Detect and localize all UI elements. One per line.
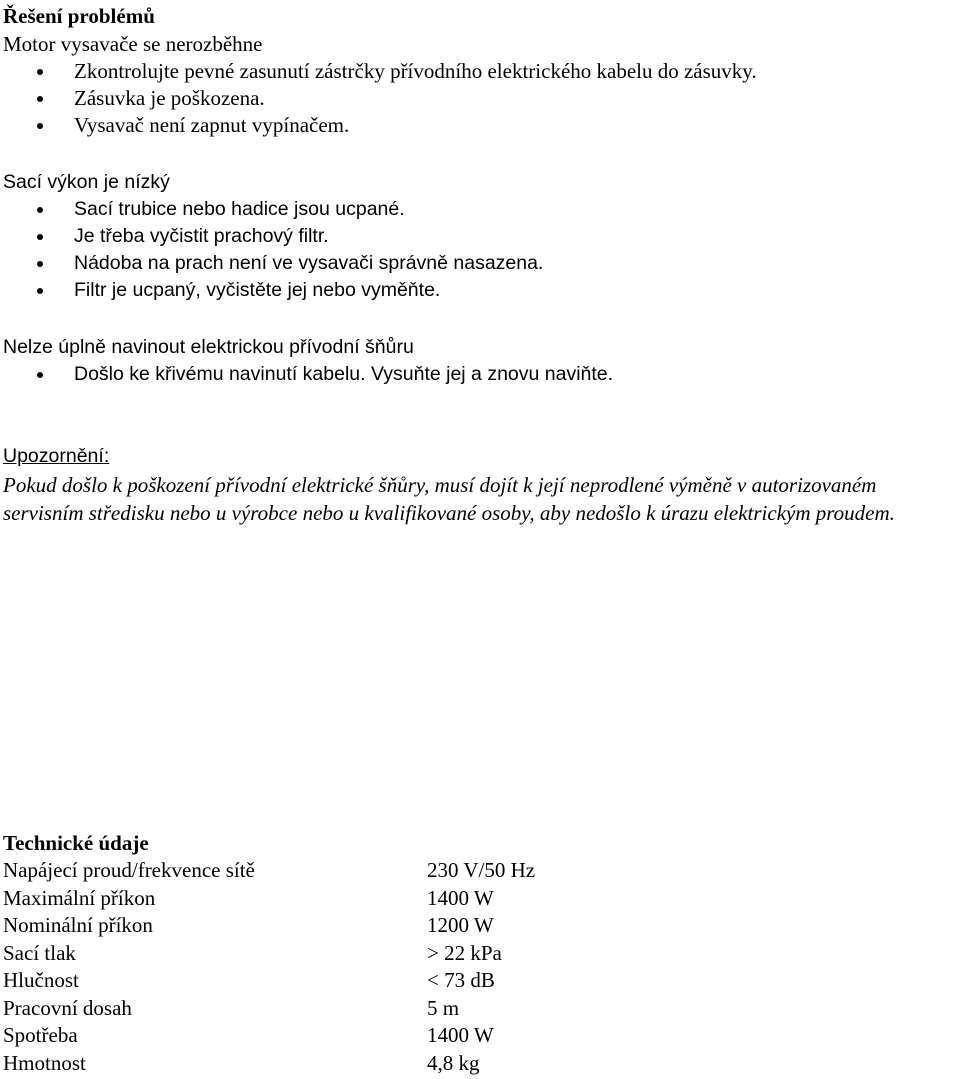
warning-text: Pokud došlo k poškození přívodní elektrické šňůry, musí dojít k její neprodlené výměně v autorizovaném servisním středisku nebo u výrobce nebo u kvalifikované osoby, aby nedošlo k úrazu elektrickým proudem.: [3, 473, 895, 525]
bullet-icon: [37, 207, 43, 213]
warning-title: Upozornění:: [3, 445, 110, 467]
list-item: [0, 361, 613, 388]
table-row: [3, 857, 535, 885]
technical-data-table: [3, 857, 535, 1077]
troubleshooting-title: Řešení problémů: [3, 4, 155, 28]
list-item-text: Je třeba vyčistit prachový filtr.: [74, 225, 329, 247]
section-heading-motor: Motor vysavače se nerozběhne: [3, 32, 263, 56]
list-item-text: Sací trubice nebo hadice jsou ucpané.: [74, 198, 405, 220]
list-item: [0, 223, 543, 250]
list-item-text: Filtr je ucpaný, vyčistěte jej nebo vyměňte.: [74, 279, 441, 301]
spec-value: 5 m: [427, 995, 460, 1020]
bullet-list-cord: [0, 361, 613, 388]
list-item-text: Nádoba na prach není ve vysavači správně nasazena.: [74, 252, 544, 274]
spec-value: 230 V/50 Hz: [427, 858, 536, 882]
bullet-icon: [37, 69, 43, 75]
spec-label: Maximální příkon: [3, 885, 156, 910]
spec-label: Hlučnost: [3, 968, 79, 992]
bullet-icon: [37, 372, 43, 378]
table-row: [3, 912, 535, 940]
spec-value: 4,8 kg: [427, 1050, 480, 1075]
section-heading-suction: Sací výkon je nízký: [3, 171, 170, 193]
section-heading-cord: Nelze úplně navinout elektrickou přívodní šňůru: [3, 336, 414, 358]
list-item: [0, 85, 757, 112]
spec-label: Sací tlak: [3, 940, 76, 965]
list-item-text: Zásuvka je poškozena.: [74, 86, 265, 110]
list-item: [0, 250, 543, 277]
bullet-icon: [37, 288, 43, 294]
list-item: [0, 277, 543, 304]
table-row: [3, 940, 535, 968]
spec-value: 1400 W: [427, 1023, 494, 1047]
table-row: [3, 995, 535, 1023]
list-item-text: Vysavač není zapnut vypínačem.: [74, 113, 350, 137]
list-item: [0, 112, 757, 139]
bullet-icon: [37, 261, 43, 267]
bullet-list-motor: [0, 58, 757, 139]
spec-label: Pracovní dosah: [3, 995, 132, 1020]
spec-label: Nominální příkon: [3, 913, 153, 937]
list-item-text: Zkontrolujte pevné zasunutí zástrčky přívodního elektrického kabelu do zásuvky.: [74, 59, 757, 83]
bullet-icon: [37, 96, 43, 102]
spec-label: Napájecí proud/frekvence sítě: [3, 858, 255, 882]
table-row: [3, 1050, 535, 1078]
list-item: [0, 58, 757, 85]
technical-data-title: Technické údaje: [3, 831, 149, 855]
list-item: [0, 196, 543, 223]
table-row: [3, 1022, 535, 1050]
spec-value: < 73 dB: [427, 968, 495, 992]
bullet-icon: [37, 123, 43, 129]
spec-value: 1400 W: [427, 885, 494, 910]
table-row: [3, 967, 535, 995]
spec-value: 1200 W: [427, 913, 494, 937]
spec-label: Spotřeba: [3, 1023, 78, 1047]
spec-value: > 22 kPa: [427, 940, 502, 965]
table-row: [3, 885, 535, 913]
bullet-icon: [37, 234, 43, 240]
list-item-text: Došlo ke křivému navinutí kabelu. Vysuňte jej a znovu naviňte.: [74, 363, 614, 385]
spec-label: Hmotnost: [3, 1050, 86, 1075]
bullet-list-suction: [0, 196, 543, 304]
